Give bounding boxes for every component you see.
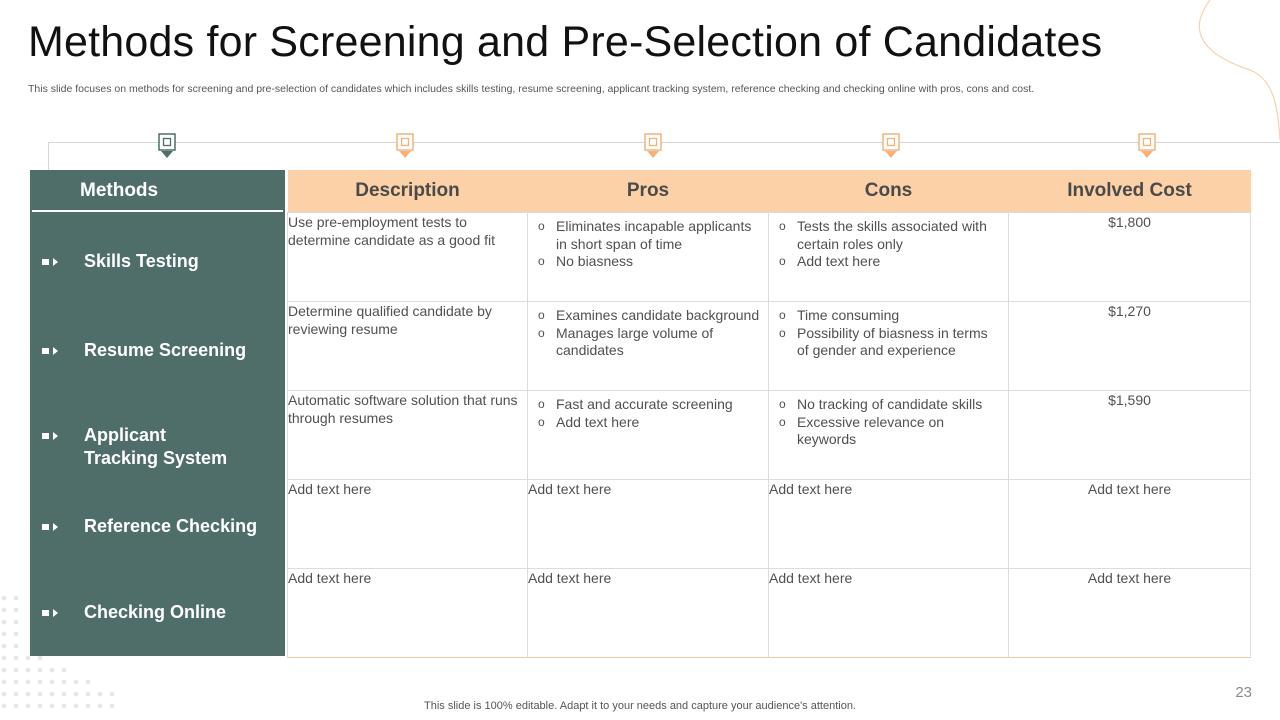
arrow-bullet-icon: [40, 345, 84, 357]
cons-item: o No tracking of candidate skills: [777, 396, 1002, 414]
pros-cell: Add text here: [528, 569, 769, 658]
pros-cell: [528, 302, 769, 391]
pros-item: o Manages large volume of candidates: [536, 325, 762, 360]
table-header-row: [288, 170, 1251, 213]
methods-header: Methods: [32, 172, 283, 212]
cost-cell: Add text here: [1009, 480, 1251, 569]
decorative-curve: [1180, 0, 1280, 145]
method-label: Checking Online: [84, 602, 227, 622]
table-row: [288, 391, 1251, 480]
cost-cell: $1,800: [1009, 213, 1251, 302]
cons-item: o Excessive relevance on keywords: [777, 414, 1002, 449]
pros-item: o Add text here: [536, 414, 762, 432]
column-marker-cons-icon: [882, 133, 900, 159]
table-row: [288, 480, 1251, 569]
method-label: Resume Screening: [84, 340, 247, 360]
cons-cell: Add text here: [769, 569, 1009, 658]
cost-cell: $1,590: [1009, 391, 1251, 480]
column-marker-pros-icon: [644, 133, 662, 159]
column-header-description: Description: [288, 170, 528, 213]
footer-note: This slide is 100% editable. Adapt it to your needs and capture your audience's attention.: [424, 700, 856, 712]
method-label: Reference Checking: [84, 516, 258, 536]
method-item-applicant-tracking: [40, 424, 280, 470]
cons-item: o Time consuming: [777, 307, 1002, 325]
description-cell: Determine qualified candidate by reviewing resume: [288, 302, 528, 391]
column-marker-cost-icon: [1138, 133, 1156, 159]
cons-cell: [769, 213, 1009, 302]
column-marker-methods-icon: [158, 133, 176, 159]
column-header-cost: Involved Cost: [1009, 170, 1251, 213]
cons-item: o Tests the skills associated with certain roles only: [777, 218, 1002, 253]
arrow-bullet-icon: [40, 607, 84, 619]
arrow-bullet-icon: [40, 430, 84, 442]
method-label: Applicant Tracking System: [84, 425, 228, 468]
cons-cell: [769, 391, 1009, 480]
method-item-reference-checking: [40, 515, 280, 538]
column-header-cons: Cons: [769, 170, 1009, 213]
cost-cell: $1,270: [1009, 302, 1251, 391]
description-cell: Add text here: [288, 480, 528, 569]
cons-item: o Possibility of biasness in terms of gender and experience: [777, 325, 1002, 360]
description-cell: Use pre-employment tests to determine candidate as a good fit: [288, 213, 528, 302]
pros-item: o Eliminates incapable applicants in short span of time: [536, 218, 762, 253]
cost-cell: Add text here: [1009, 569, 1251, 658]
method-item-skills-testing: [40, 250, 280, 273]
pros-cell: Add text here: [528, 480, 769, 569]
pros-cell: [528, 213, 769, 302]
page-number: 23: [1235, 684, 1252, 701]
pros-item: o No biasness: [536, 253, 762, 271]
column-marker-description-icon: [396, 133, 414, 159]
table-row: [288, 213, 1251, 302]
methods-panel: [30, 170, 285, 656]
arrow-bullet-icon: [40, 256, 84, 268]
method-item-checking-online: [40, 601, 280, 624]
table-row: [288, 302, 1251, 391]
pros-cell: [528, 391, 769, 480]
slide-title: Methods for Screening and Pre-Selection of Candidates: [28, 18, 1103, 66]
cons-cell: Add text here: [769, 480, 1009, 569]
method-item-resume-screening: [40, 339, 280, 362]
method-label: Skills Testing: [84, 251, 199, 271]
pros-item: o Examines candidate background: [536, 307, 762, 325]
description-cell: Add text here: [288, 569, 528, 658]
slide-subtitle: This slide focuses on methods for screening and pre-selection of candidates which includes skills testing, resume screening, applicant tracking system, reference checking and checking online with pros, cons and cost.: [28, 83, 1035, 95]
pros-item: o Fast and accurate screening: [536, 396, 762, 414]
arrow-bullet-icon: [40, 521, 84, 533]
description-cell: Automatic software solution that runs through resumes: [288, 391, 528, 480]
column-header-pros: Pros: [528, 170, 769, 213]
table-row: [288, 569, 1251, 658]
cons-item: o Add text here: [777, 253, 1002, 271]
methods-comparison-table: [287, 170, 1251, 658]
cons-cell: [769, 302, 1009, 391]
